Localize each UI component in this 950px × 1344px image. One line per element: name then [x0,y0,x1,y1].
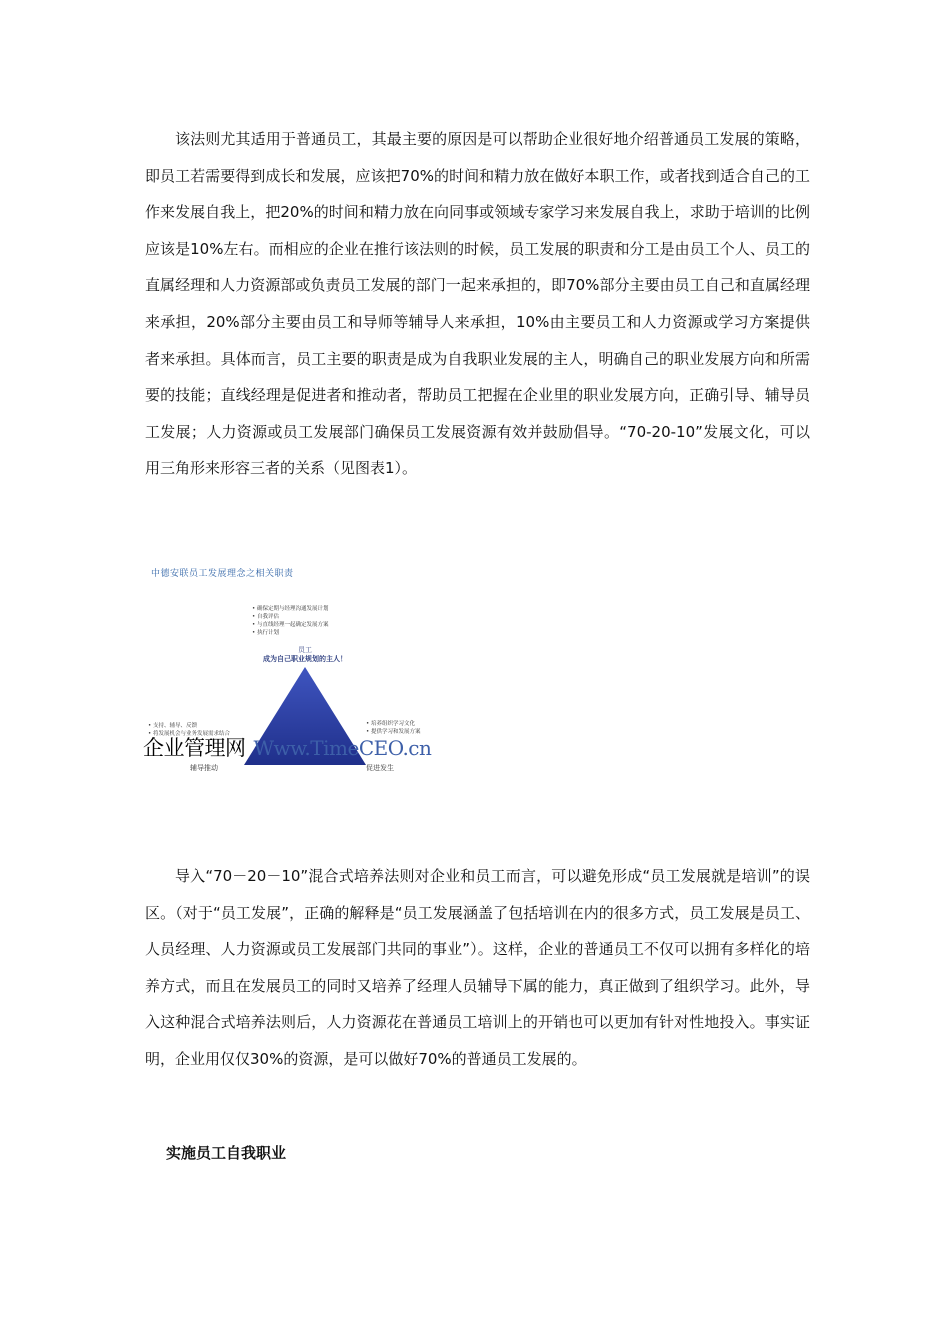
watermark [143,738,431,759]
figure-apex-label: 员工 [298,646,312,654]
figure-bottom-right-label: 促进发生 [366,764,394,772]
figure-top-list [252,605,329,637]
figure-triangle-diagram [140,560,450,785]
list-item: • 提供学习和发展方案 [366,728,421,736]
watermark-chinese: 企业管理网 [143,736,246,760]
figure-bottom-left-label: 辅导推动 [190,764,218,772]
list-item: • 确保定期与经理沟通发展计划 [252,605,329,613]
body-paragraph-1: 该法则尤其适用于普通员工，其最主要的原因是可以帮助企业很好地介绍普通员工发展的策略，即员工若需要得到成长和发展，应该把70%的时间和精力放在做好本职工作，或者找到适合自己的工作来发展自我上，把20%的时间和精力放在向同事或领域专家学习来发展自我上，求助于培训的比例应该是10%左右。而相应的企业在推行该法则的时候，员工发展的职责和分工是由员工个人、员工的直属经理和人力资源部或负责员工发展的部门一起来承担的，即70%部分主要由员工自己和直属经理来承担，20%部分主要由员工和导师等辅导人来承担，10%由主要员工和人力资源或学习方案提供者来承担。具体而言，员工主要的职责是成为自我职业发展的主人，明确自己的职业发展方向和所需要的技能；直线经理是促进者和推动者，帮助员工把握在企业里的职业发展方向，正确引导、辅导员工发展；人力资源或员工发展部门确保员工发展资源有效并鼓励倡导。“70-20-10”发展文化，可以用三角形来形容三者的关系（见图表1）。 [145,130,810,478]
list-item: • 与直线经理一起确定发展方案 [252,621,329,629]
list-item: • 培养组织学习文化 [366,720,421,728]
figure-right-list [366,720,421,736]
body-paragraph-2: 导入“70－20－10”混合式培养法则对企业和员工而言，可以避免形成“员工发展就是培训”的误区。（对于“员工发展”，正确的解释是“员工发展涵盖了包括培训在内的很多方式，员工发展是员工、人员经理、人力资源或员工发展部门共同的事业”）。这样，企业的普通员工不仅可以拥有多样化的培养方式，而且在发展员工的同时又培养了经理人员辅导下属的能力，真正做到了组织学习。此外，导入这种混合式培养法则后，人力资源花在普通员工培训上的开销也可以更加有针对性地投入。事实证明，企业用仅仅30%的资源，是可以做好70%的普通员工发展的。 [145,867,810,1068]
watermark-url: Www.TimeCEO.cn [253,736,432,760]
list-item: • 支持、辅导、反馈 [148,722,230,730]
figure-title: 中德安联员工发展理念之相关职责 [151,569,294,579]
list-item: • 自我评估 [252,613,329,621]
figure-apex-slogan: 成为自己职业规划的主人！ [263,654,347,663]
section-heading: 实施员工自我职业 [166,1144,287,1162]
list-item: • 执行计划 [252,629,329,637]
list-item: • 将发展机会与业务发展需求结合 [148,730,230,738]
